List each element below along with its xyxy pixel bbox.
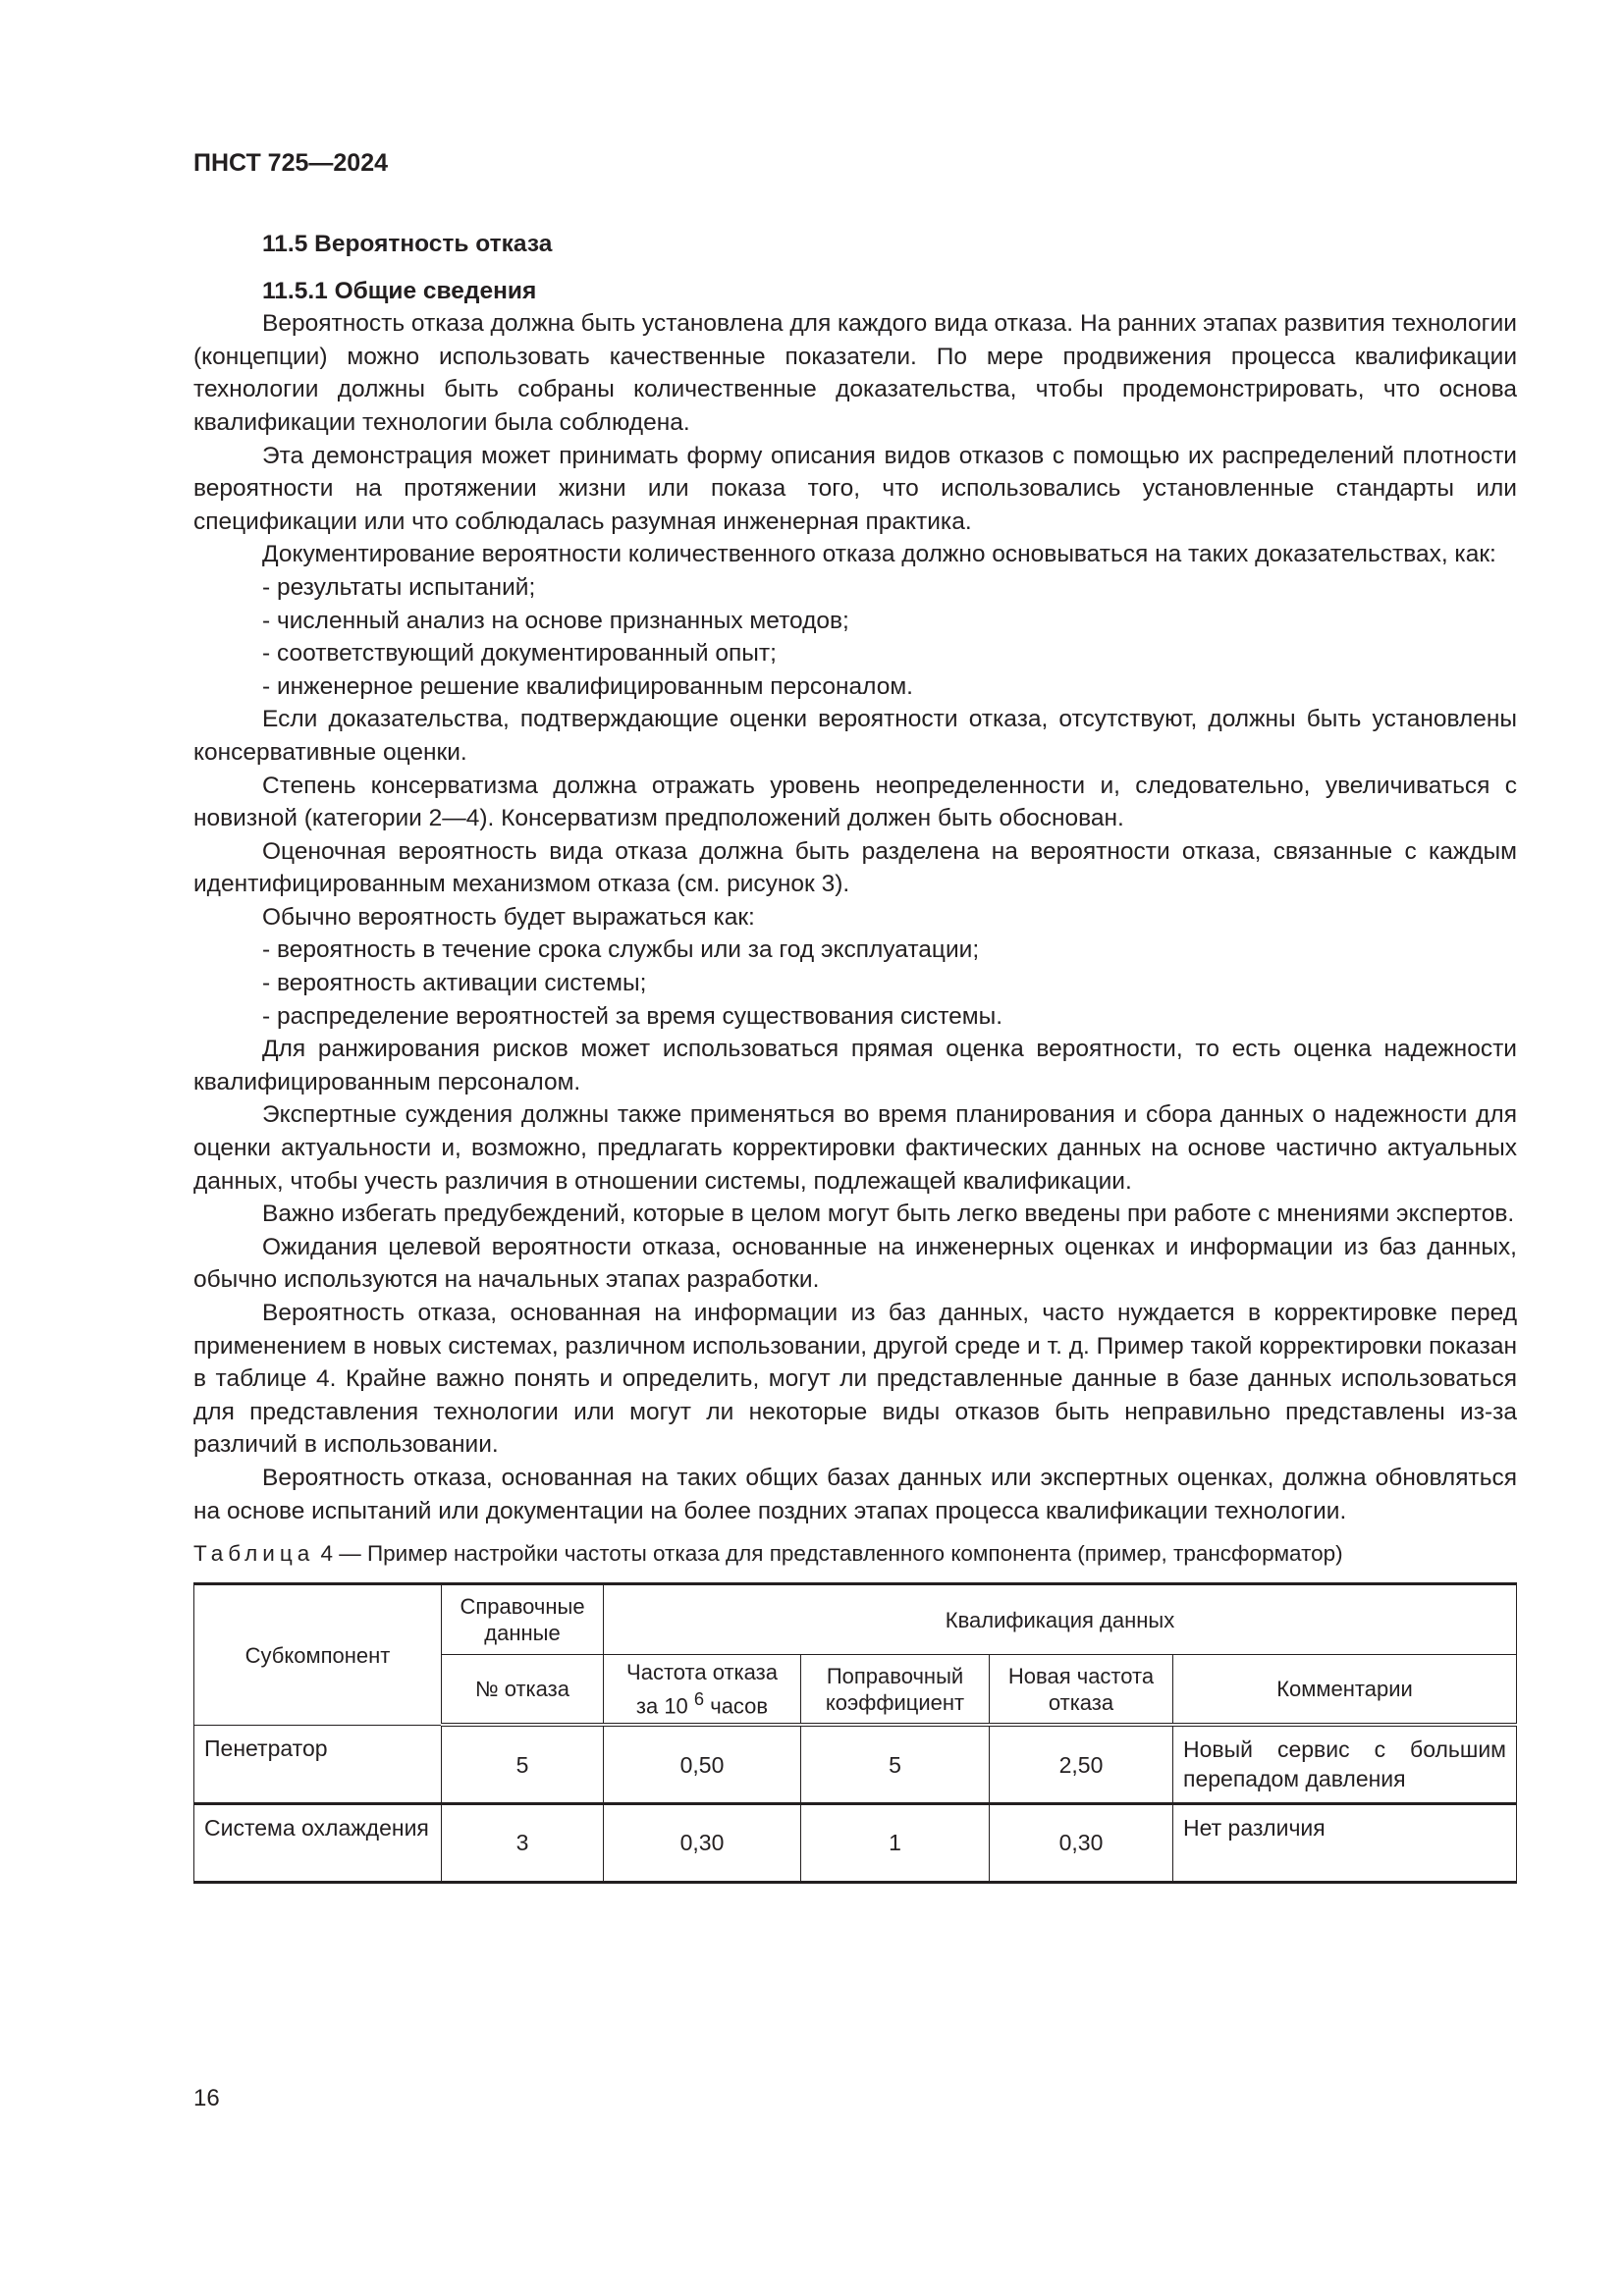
- paragraph: Документирование вероятности количественного отказа должно основываться на таких доказательствах, как:: [262, 541, 1496, 568]
- paragraph: Если доказательства, подтверждающие оценки вероятности отказа, отсутствуют, должны быть установлены консервативные оценки.: [193, 706, 1517, 766]
- cell-new-frequency: 0,30: [990, 1803, 1173, 1882]
- cell-failure-number: 5: [442, 1725, 604, 1803]
- list-item: - вероятность в течение срока службы или за год эксплуатации;: [262, 936, 980, 964]
- header-failure-frequency-unit: часов: [704, 1693, 769, 1719]
- header-comments: Комментарии: [1173, 1655, 1517, 1726]
- section-title: 11.5 Вероятность отказа: [262, 231, 553, 257]
- list-item: - соответствующий документированный опыт;: [262, 640, 777, 667]
- paragraph: Вероятность отказа, основанная на таких общих базах данных или экспертных оценках, должна обновляться на основе испытаний или документации на более поздних этапах процесса квалификации технологии.: [193, 1464, 1517, 1524]
- header-failure-frequency: [604, 1655, 801, 1726]
- paragraph: Важно избегать предубеждений, которые в целом могут быть легко введены при работе с мнениями экспертов.: [262, 1201, 1515, 1228]
- list-item: - результаты испытаний;: [262, 573, 536, 601]
- paragraph: Вероятность отказа, основанная на информации из баз данных, часто нуждается в корректировке перед применением в новых системах, различном использовании, другой среде и т. д. Пример такой корректировки показан в таблице 4. Крайне важно понять и определить, могут ли представленные данные в базе данных использоваться для представления технологии или могут ли некоторые виды отказов быть неправильно представлены из-за различий в использовании.: [193, 1300, 1517, 1459]
- table-row: [194, 1725, 1517, 1803]
- page-number: 16: [193, 2085, 220, 2111]
- list-item: - инженерное решение квалифицированным персоналом.: [262, 672, 913, 700]
- header-correction-factor: Поправочный коэффициент: [801, 1655, 990, 1726]
- header-reference-data: Справочные данные: [442, 1584, 604, 1655]
- header-subcomponent: Субкомпонент: [194, 1584, 442, 1726]
- failure-rate-table: [193, 1582, 1517, 1884]
- paragraph: Вероятность отказа должна быть установлена для каждого вида отказа. На ранних этапах развития технологии (концепции) можно использовать качественные показатели. По мере продвижения процесса квалификации технологии должны быть собраны количественные доказательства, чтобы продемонстрировать, что основа квалификации технологии была соблюдена.: [193, 310, 1517, 436]
- exponent: 6: [693, 1688, 705, 1710]
- header-data-qualification: Квалификация данных: [604, 1584, 1517, 1655]
- cell-failure-number: 3: [442, 1803, 604, 1882]
- list-item: - вероятность активации системы;: [262, 970, 647, 997]
- cell-correction-factor: 1: [801, 1803, 990, 1882]
- list-item: - распределение вероятностей за время существования системы.: [262, 1002, 1003, 1030]
- document-header: ПНСТ 725—2024: [193, 149, 388, 177]
- cell-new-frequency: 2,50: [990, 1725, 1173, 1803]
- table-caption-label: Таблица: [193, 1541, 315, 1567]
- table-caption-text: 4 — Пример настройки частоты отказа для представленного компонента (пример, трансформатор): [314, 1541, 1343, 1567]
- cell-failure-frequency: 0,30: [604, 1803, 801, 1882]
- paragraph: Степень консерватизма должна отражать уровень неопределенности и, следовательно, увеличиваться с новизной (категории 2—4). Консерватизм предположений должен быть обоснован.: [193, 772, 1517, 832]
- cell-subcomponent: Система охлаждения: [194, 1803, 442, 1882]
- paragraph: Оценочная вероятность вида отказа должна быть разделена на вероятности отказа, связанные с каждым идентифицированным механизмом отказа (см. рисунок 3).: [193, 837, 1517, 898]
- cell-subcomponent: Пенетратор: [194, 1725, 442, 1803]
- page-content: [193, 228, 1517, 1884]
- table-row: [194, 1803, 1517, 1882]
- cell-correction-factor: 5: [801, 1725, 990, 1803]
- header-new-frequency: Новая частота отказа: [990, 1655, 1173, 1726]
- paragraph: Экспертные суждения должны также применяться во время планирования и сбора данных о надежности для оценки актуальности и, возможно, предлагать корректировки фактических данных на основе частично актуальных данных, чтобы учесть различия в отношении системы, подлежащей квалификации.: [193, 1101, 1517, 1195]
- list-item: - численный анализ на основе признанных методов;: [262, 607, 849, 634]
- header-failure-frequency-text: Частота отказа за 10: [626, 1660, 778, 1719]
- paragraph: Эта демонстрация может принимать форму описания видов отказов с помощью их распределений плотности вероятности на протяжении жизни или показа того, что использовались установленные стандарты или спецификации или что соблюдалась разумная инженерная практика.: [193, 442, 1517, 535]
- subsection-title: 11.5.1 Общие сведения: [262, 277, 537, 304]
- paragraph: Для ранжирования рисков может использоваться прямая оценка вероятности, то есть оценка надежности квалифицированным персоналом.: [193, 1036, 1517, 1095]
- table-caption: [193, 1539, 1517, 1569]
- paragraph: Обычно вероятность будет выражаться как:: [262, 903, 755, 931]
- cell-comment: Новый сервис с большим перепадом давления: [1173, 1725, 1517, 1803]
- paragraph: Ожидания целевой вероятности отказа, основанные на инженерных оценках и информации из баз данных, обычно используются на начальных этапах разработки.: [193, 1233, 1517, 1294]
- cell-comment: Нет различия: [1173, 1803, 1517, 1882]
- cell-failure-frequency: 0,50: [604, 1725, 801, 1803]
- header-failure-number: № отказа: [442, 1655, 604, 1726]
